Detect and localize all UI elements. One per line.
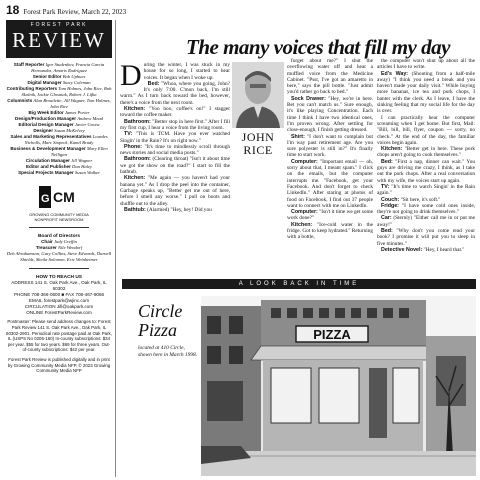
staff-entry: Editor and Publisher Dan Haley (25, 164, 93, 169)
page-header (6, 3, 126, 19)
staff-entry: Columnists Alan Brouilette, Jill Wagner, Tom Holmes, John Rice (7, 98, 111, 109)
speaker-label: Kitchen: (381, 146, 403, 153)
speaker-label: Bathtub: (124, 206, 146, 213)
staff-entry: Design/Production Manager Andrew Mead (15, 116, 103, 121)
speaker-label: Kitchen: (124, 175, 146, 182)
speaker-label: Bathroom: (124, 156, 151, 163)
contact-line: PHONE 708-366-0600 ■ FAX 708-467-9066 (13, 291, 105, 297)
staff-list (6, 62, 112, 176)
contact-line: EMAIL forestpark@wjinc.com (28, 297, 90, 303)
speaker-label: Kitchen: (124, 106, 146, 113)
article-paragraph (377, 58, 475, 71)
staff-entry: Designer Susan McKelvey (33, 128, 85, 133)
speaker-label: Computer: (291, 158, 318, 165)
article-paragraph (120, 144, 230, 157)
look-back-banner (122, 279, 476, 289)
paragraph-text: (Alarmed) "Hey, hey! Did you (147, 206, 212, 213)
board-treasurer: Treasurer Nile Wendorf (35, 245, 83, 250)
page-number: 18 (6, 3, 20, 17)
author-photo (232, 62, 284, 128)
article-paragraph (287, 159, 373, 209)
article-headline: The many voices that fill my day (186, 35, 450, 59)
paragraph-text: "Yoo hoo, coffee's on!" I stagger toward the coffee maker. (120, 106, 231, 119)
paragraph-text: "Better stop in here first." After I fill my first cup, I hear a voice from the living room. (120, 118, 230, 131)
svg-text:CM: CM (53, 189, 75, 205)
paragraph-text: "Hey, I heard that." (423, 246, 465, 253)
speaker-label: Bed: (381, 158, 393, 165)
speaker-label: Detective Novel: (381, 246, 423, 253)
article-column-2 (287, 58, 373, 241)
author-name (232, 131, 284, 157)
circle-pizza-photo (201, 296, 476, 476)
speaker-label: Bathroom: (124, 118, 151, 125)
look-back-label: A LOOK BACK IN TIME (238, 281, 360, 287)
paragraph-text: "I don't want to complain but I'm way past retirement age. Are you sure polyester is still in?" It's finally time to start work. (287, 133, 373, 159)
publisher-footer: Forest Park Review is published digitally and in print by Growing Community Media NFP. © 2023 Growing Community Media NFP (7, 357, 111, 374)
paragraph-text: "Me again — you haven't had your banana yet." As I drop the peel into the container, Garbage speaks up, "Better get me out of here, before I smell any worse." I pull on boots and shuffle out to the alley. (120, 175, 231, 207)
staff-entry: Business & Development Manager Mary Ellen Nelligan (10, 146, 108, 157)
article-paragraph (377, 228, 475, 247)
paragraph-text: "I have some cold ones inside, they're not going to drink themselves." (377, 202, 475, 216)
speaker-label: Shirt: (291, 133, 305, 140)
article-paragraph (377, 159, 475, 184)
article-paragraph (120, 131, 230, 144)
svg-text:G: G (41, 193, 50, 205)
contact-info (6, 280, 112, 315)
speaker-label: Couch: (381, 196, 400, 203)
paragraph-text: "This is TCM. Have you ever watched Singin' in the Rain? It's on right now." (120, 131, 230, 144)
article-paragraph (287, 222, 373, 241)
look-back-title-line1: Circle (138, 301, 183, 321)
paragraph-text: the computer won't shut up about all the articles I have to write. (377, 58, 475, 71)
paragraph-text: I can practically hear the computer screaming when I get home. But first, Mail: "Bill, bill, bill, flyer, coupon — sorry, no check." At the end of the day, the familiar voices begin again. (377, 114, 475, 146)
divider (29, 227, 89, 228)
lead-text: uring the winter, I was stuck in my house for so long, I started to hear voices. It began when I woke up. (143, 62, 230, 81)
staff-entry: Sales and Marketing Representatives Lourdes Nicholls, Marc Stopeck, Kamil Brady (10, 134, 108, 145)
article-paragraph (377, 71, 475, 115)
contact-line: ADDRESS 141 S. Oak Park Ave., Oak Park, IL 60302 (11, 280, 107, 291)
look-back-title (138, 302, 198, 340)
staff-entry: Digital Manager Stacy Coleman (27, 80, 91, 85)
speaker-label: TV: (381, 183, 390, 190)
speaker-label: Phone: (124, 143, 142, 150)
column-rule (115, 20, 116, 477)
article-paragraph (377, 184, 475, 197)
article-paragraph (287, 58, 373, 96)
paragraph-text: (Sternly) "Either call me in or put me away!" (377, 215, 476, 228)
speaker-label: Kitchen: (291, 221, 313, 228)
article-column-3 (377, 58, 475, 253)
postmaster-notice: Postmaster: Please send address changes to: Forest Park Review 141 S. Oak Park Ave., Oak Park, IL 60302-2901. Periodical rate postage paid at Oak Park, IL (USPS No 0205-160) In-county subscriptions: $34 per year. $55 for two years. $69 for three years. Out-of-county subscriptions: $42 per year. (6, 319, 112, 353)
article-paragraph (120, 156, 230, 175)
speaker-label: Bed: (147, 80, 160, 87)
paragraph-text: (Shouting from a half-mile away) "I think you need a break and you haven't made your daily visit." While buying more bananas, ice tea and pork chops, I banter with the clerk. As I leave, I have the sinking feeling that my social life for the day is over. (377, 70, 476, 115)
article-paragraph (377, 247, 475, 253)
speaker-label: Sock Drawer: (291, 95, 326, 102)
paragraph-text: "Why don't you come read your book? I promise it will put you to sleep in five minutes." (377, 228, 475, 247)
contact-line: CIRCULATION Jill@oakpark.com (24, 303, 94, 309)
staff-entry: Circulation Manager Jill Wagner (25, 158, 93, 163)
divider (29, 268, 89, 269)
board-heading: Board of Directors (37, 234, 81, 239)
paragraph-text: "Better get in here. These pork chops aren't going to cook themselves." (377, 146, 475, 159)
staff-entry: Senior Editor Bob Uphues (32, 74, 86, 79)
article-paragraph (377, 146, 475, 159)
paragraph-text: "Isn't it time we get some work done?" (287, 209, 373, 222)
speaker-label: Bed: (381, 228, 393, 235)
speaker-label: Computer: (291, 209, 318, 216)
board-members: Deb Abrahamson, Gary Collins, Steve Edwards, Darnell Shields, Sheila Solomon, Eric Weinheimer (6, 251, 112, 262)
paragraph-text: "Whoa, where you going, John? It's only 7:00. C'mon back, I'm still warm." As I turn back toward the bed, however, there's a voice from the next room. (120, 80, 230, 106)
paragraph-text: "It's time to watch Singin' in the Rain again." (377, 183, 476, 197)
article-paragraph (377, 203, 475, 216)
board-chair: Chair Judy Greffin (41, 239, 77, 244)
article-paragraph (377, 215, 475, 228)
paragraph-text: "Sit here, it's soft." (400, 196, 441, 203)
paragraph-text: "It's time to mindlessly scroll through news stories and social media posts." (120, 143, 230, 157)
author-last-name: RICE (243, 143, 273, 157)
gcm-subtitle-line2: NONPROFIT NEWSROOM (34, 217, 84, 222)
article-paragraph (377, 115, 475, 146)
paragraph-text: forget about me?" I shut the overflowing water off and hear a muffled voice from the Medicine Cabinet. "Psst, I've got an amaretto in here," says the pill bottle. "Just admit you'd rather go back to bed." (287, 58, 373, 96)
speaker-label: TV: (124, 131, 133, 138)
article-paragraph (287, 134, 373, 159)
speaker-label: Car: (381, 215, 392, 222)
staff-entry: Staff Reporter Igor Studenkov, Francia Garcia Hernandez, Amaris Rodriguez (13, 62, 105, 73)
issue-title: Forest Park Review, March 22, 2023 (23, 8, 127, 16)
article-paragraph (287, 209, 373, 222)
article-paragraph (287, 96, 373, 134)
article-paragraph (120, 106, 230, 119)
look-back-title-line2: Pizza (138, 320, 178, 340)
staff-entry: Big Week Editor James Porter (28, 110, 90, 115)
speaker-label: Ed's Way: (381, 70, 409, 77)
paragraph-text: "First a nap, dinner can wait." You guys are driving me crazy, I think, as I take out the pork chops. After a real conversation with my wife, the voices start up again. (377, 158, 475, 184)
article-column-1 (120, 59, 231, 213)
look-back-caption: located at 410 Circle, shown here in March 1998. (138, 345, 198, 358)
paragraph-text: "Ice-cold water in the fridge. Got to keep hydrated." Returning with a bottle, (287, 221, 373, 241)
masthead-small: FOREST PARK (30, 22, 88, 28)
gcm-subtitle (6, 212, 112, 222)
article-paragraph (120, 119, 230, 132)
staff-entry: Contributing Reporters Tom Holmes, John Rice, Bob Skolnik, Jackie Glosniak, Robert J. Lifka (6, 86, 112, 97)
gcm-subtitle-line1: GROWING COMMUNITY MEDIA (29, 212, 89, 217)
pizza-sign: PIZZA (313, 327, 351, 342)
paragraph-text: "Hey, we're in here. Bet you can't match us." Sure enough, it's like playing Concentration. Each time I think I have two identical ones, I'm proven wrong. After settling for close-enough, I finish getting dressed. (287, 95, 374, 134)
article-paragraph (120, 207, 230, 213)
masthead-title: REVIEW (12, 28, 106, 52)
speaker-label: Fridge: (381, 202, 399, 209)
author-first-name: JOHN (241, 130, 275, 144)
drop-cap: D (120, 59, 142, 92)
staff-entry: Editorial Design Manager Javier Govea (18, 122, 100, 127)
staff-entry: Special Projects Manager Susan Walker (18, 170, 100, 175)
contact-heading: HOW TO REACH US (35, 275, 82, 280)
staff-sidebar (6, 20, 112, 477)
gcm-logo (37, 184, 81, 210)
paragraph-text: "Important email — oh, sorry about that, I meant spam." I click on the emails, but the computer interrupts me. "Facebook, get your Facebook. And don't forget to check LinkedIn." After staring at photos of food on Facebook, I find out 37 people want to connect with me on LinkedIn. (287, 158, 373, 209)
contact-line: ONLINE ForestParkReview.com (26, 309, 92, 315)
masthead (6, 20, 112, 58)
paragraph-text: (Clearing throat) "Isn't it about time we got the show on the road?" I start to fill the bathtub. (120, 156, 230, 176)
article-paragraph (120, 175, 230, 206)
